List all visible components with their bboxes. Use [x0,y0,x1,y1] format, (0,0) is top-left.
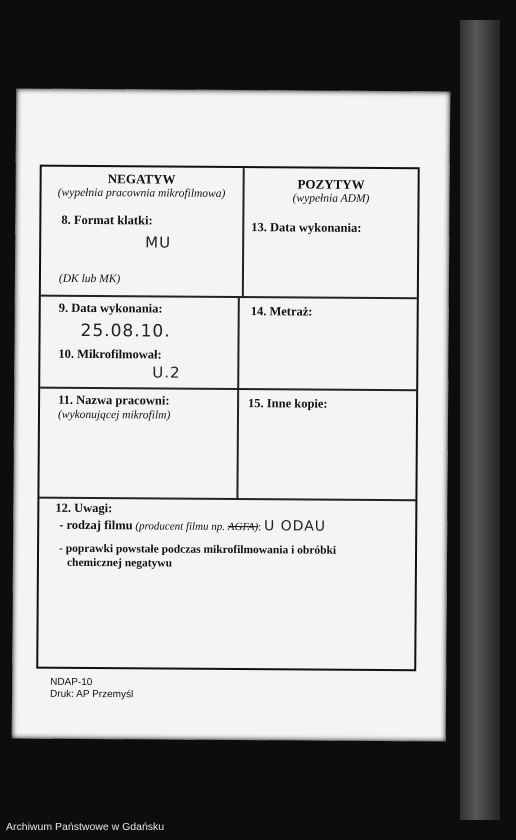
filmed-by-label: 10. Mikrofilmował: [58,346,162,362]
divider [40,387,416,391]
format-value: MU [145,233,172,252]
copies-label: 15. Inne kopie: [248,396,328,411]
length-label: 14. Metraż: [250,304,313,319]
film-type-line: - rodzaj filmu (producent filmu np. AGFA): U ODAU [59,517,327,535]
pozytyw-subtitle: (wypełnia ADM) [292,192,370,205]
remarks-label: 12. Uwagi: [55,500,113,516]
divider [41,295,417,299]
film-type-label: - rodzaj filmu [59,517,133,533]
film-edge [460,20,500,820]
film-type-value: U ODAU [263,518,327,535]
negatyw-title: NEGATYW [107,171,176,187]
date-label: 9. Data wykonania: [58,300,163,316]
form-code: NDAP-10 [50,676,93,689]
lab-hint: (wykonującej mikrofilm) [57,408,171,422]
form-table [36,165,420,672]
format-label: 8. Format klatki: [61,212,153,228]
lab-label: 11. Nazwa pracowni: [58,392,170,408]
pozytyw-title: POZYTYW [297,176,365,192]
filmed-by-value: U.2 [152,363,181,382]
archive-label: Archiwum Państwowe w Gdańsku [6,821,165,833]
film-type-struck: AGFA) [227,520,259,534]
form-card [12,88,451,741]
corrections-line-2: chemicznej negatywu [66,556,173,570]
print-info: Druk: AP Przemyśl [50,688,134,701]
format-hint: (DK lub MK) [58,272,121,286]
divider [236,298,239,498]
date-value: 25.08.10. [80,320,171,342]
pozytyw-date-label: 13. Data wykonania: [251,220,362,235]
negatyw-subtitle: (wypełnia pracownia mikrofilmowa) [57,186,226,200]
corrections-line: - poprawki powstałe podczas mikrofilmowania i obróbki [59,542,337,557]
film-type-hint: (producent filmu np. [135,520,226,533]
